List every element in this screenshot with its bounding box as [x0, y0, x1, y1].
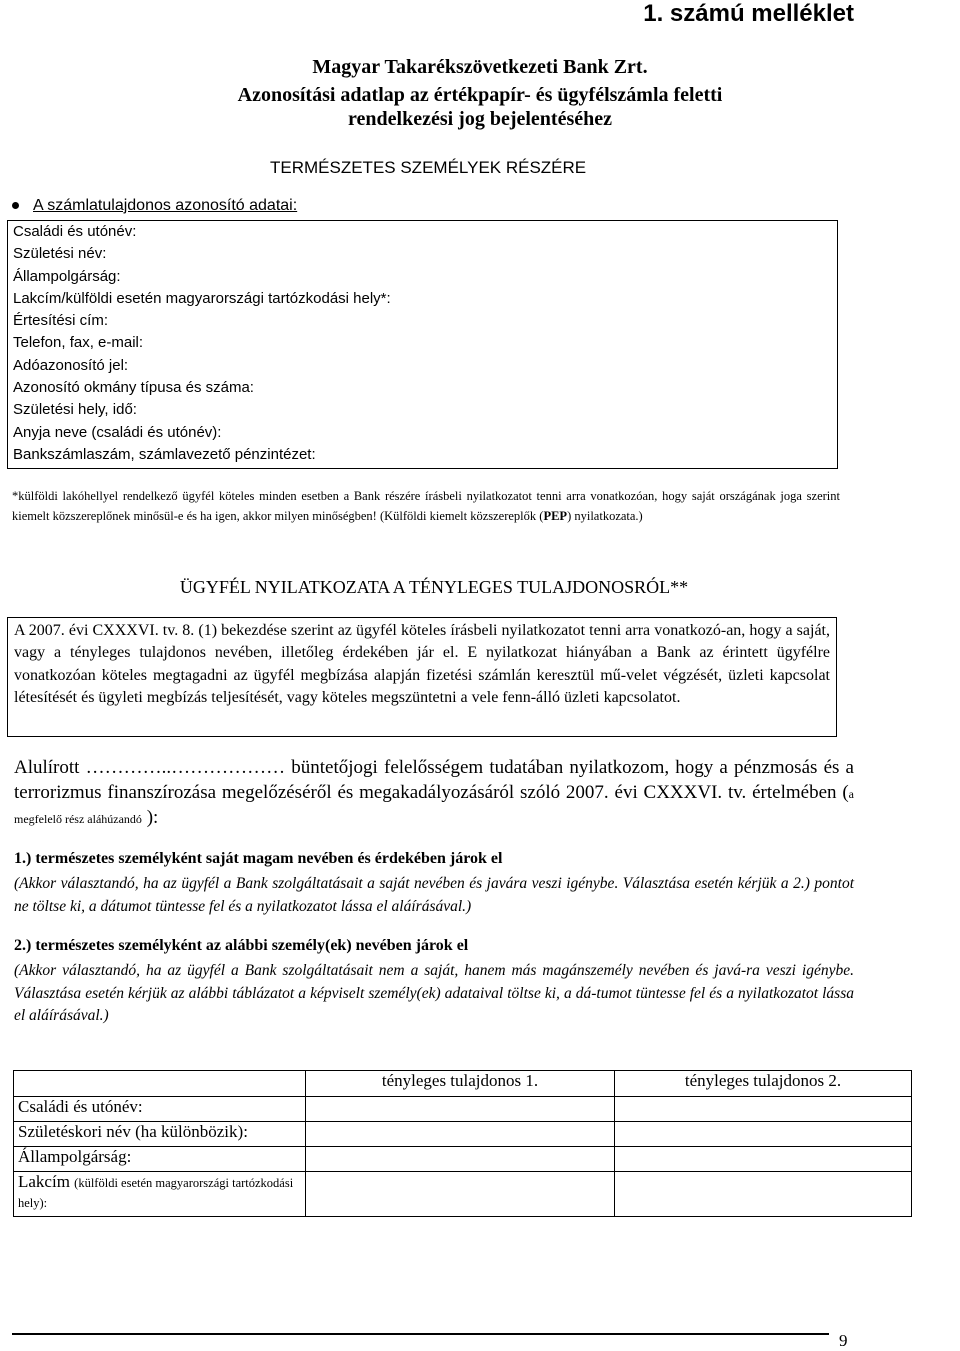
row-label-citizenship: Állampolgárság:: [14, 1147, 306, 1172]
table-row: [14, 1147, 912, 1172]
row-label-name: Családi és utónév:: [14, 1097, 306, 1122]
table-header-owner-1: tényleges tulajdonos 1.: [306, 1071, 615, 1097]
footnote: *külföldi lakóhellyel rendelkező ügyfél köteles minden esetben a Bank részére írásbeli nyilatkozatot tenni arra vonatkozóan, hogy saját országának joga szerint kiemelt közszereplőnek minősül-e és ha igen, akkor milyen minőségben! (Külföldi kiemelt közszereplők (PEP) nyilatkozata.): [12, 489, 840, 523]
cell-owner2-address[interactable]: [615, 1172, 912, 1217]
option-1-title[interactable]: 1.) természetes személyként saját magam nevében és érdekében járok el: [14, 850, 503, 867]
table-row: [14, 1097, 912, 1122]
option-1-text: (Akkor választandó, ha az ügyfél a Bank szolgáltatásait a saját nevében és javára veszi igénybe. Választása esetén kérjük a 2.) pontot ne töltse ki, a dátumot tüntesse fel és a nyilatkozatot lássa el aláírásával.): [14, 875, 854, 915]
table-row: [14, 1122, 912, 1147]
field-name[interactable]: Családi és utónév:: [13, 223, 137, 240]
undersigned-statement: Alulírott …………..……………… büntetőjogi felelősségem tudatában nyilatkozom, hogy a pénzmosás és a terrorizmus finanszírozása megelőzéséről és megakadályozásáról szóló 2007. évi CXXXVI. tv. értelmében (a megfelelő rész aláhúzandó ):: [14, 757, 854, 828]
option-2-text: (Akkor választandó, ha az ügyfél a Bank szolgáltatásait nem a saját, hanem más magánszemély nevében és javá-ra veszi igénybe. Választása esetén kérjük az alábbi táblázatot a képviselt személy(ek) adataival töltse ki, a dá-tumot tüntesse fel és a nyilatkozatot lássa el aláírásával.): [14, 962, 854, 1024]
cell-owner1-name[interactable]: [306, 1097, 615, 1122]
field-contact[interactable]: Telefon, fax, e-mail:: [13, 334, 144, 352]
cell-owner2-name[interactable]: [615, 1097, 912, 1122]
footer-divider: [12, 1333, 829, 1335]
bank-name: Magyar Takarékszövetkezeti Bank Zrt.: [312, 56, 648, 78]
table-row: [14, 1172, 912, 1217]
option-2-title[interactable]: 2.) természetes személyként az alábbi személy(ek) nevében járok el: [14, 937, 469, 954]
row-label-address: Lakcím (külföldi esetén magyarországi tartózkodási hely):: [14, 1172, 306, 1217]
row-label-birth-name: Születéskori név (ha különbözik):: [14, 1122, 306, 1147]
table-header-empty: [14, 1071, 306, 1097]
document-title-line2: rendelkezési jog bejelentéséhez: [348, 108, 612, 130]
table-header-owner-2: tényleges tulajdonos 2.: [615, 1071, 912, 1097]
declaration-title: ÜGYFÉL NYILATKOZATA A TÉNYLEGES TULAJDONOSRÓL**: [179, 577, 689, 597]
annex-label: 1. számú melléklet: [643, 0, 854, 27]
cell-owner1-address[interactable]: [306, 1172, 615, 1217]
law-text-box: A 2007. évi CXXXVI. tv. 8. (1) bekezdése szerint az ügyfél köteles írásbeli nyilatkozatot tenni arra vonatkozó-an, hogy a saját, vagy a tényleges tulajdonos nevében, illetőleg érdekében jár el. E nyilatkozat hiányában a Bank az érintett ügyfélre vonatkozóan köteles megtagadni az ügyfél megbízása alapján fizetési számlán keresztül mű-velet végzését, üzleti kapcsolat létesítését és ügyleti megbízás teljesítését, vagy köteles megszüntetni a vele fenn-álló üzleti kapcsolatot.: [7, 617, 837, 737]
field-id-document[interactable]: Azonosító okmány típusa és száma:: [13, 379, 254, 397]
bullet-icon: [12, 202, 19, 209]
owner-fields-box: [7, 220, 838, 469]
owner-section-title: A számlatulajdonos azonosító adatai:: [12, 197, 297, 215]
field-mailing-address[interactable]: Értesítési cím:: [13, 312, 109, 330]
field-mother-name[interactable]: Anyja neve (családi és utónév):: [13, 423, 222, 441]
document-subtitle: TERMÉSZETES SZEMÉLYEK RÉSZÉRE: [270, 158, 587, 177]
field-address[interactable]: Lakcím/külföldi esetén magyarországi tartózkodási hely*:: [13, 289, 391, 307]
field-bank-account[interactable]: Bankszámlaszám, számlavezető pénzintézet:: [13, 445, 316, 463]
document-title-line1: Azonosítási adatlap az értékpapír- és ügyfélszámla feletti: [237, 84, 723, 106]
cell-owner1-birth-name[interactable]: [306, 1122, 615, 1147]
page-number: 9: [839, 1331, 848, 1350]
field-birth-place-date[interactable]: Születési hely, idő:: [13, 401, 137, 419]
field-citizenship[interactable]: Állampolgárság:: [13, 267, 121, 285]
cell-owner1-citizenship[interactable]: [306, 1147, 615, 1172]
field-birth-name[interactable]: Születési név:: [13, 245, 107, 263]
cell-owner2-birth-name[interactable]: [615, 1122, 912, 1147]
beneficial-owner-table: [13, 1070, 912, 1217]
cell-owner2-citizenship[interactable]: [615, 1147, 912, 1172]
field-tax-id[interactable]: Adóazonosító jel:: [13, 356, 129, 374]
